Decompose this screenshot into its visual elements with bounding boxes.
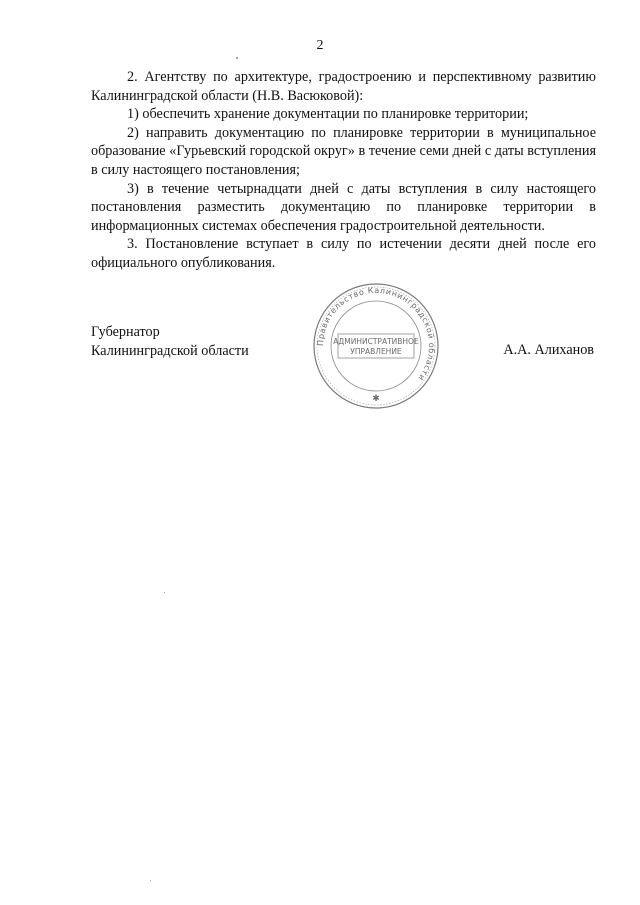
paragraph-effective: 3. Постановление вступает в силу по истечении десяти дней после его официального опубликования. (91, 236, 596, 271)
paragraph-item-3: 3) в течение четырнадцати дней с даты вступления в силу настоящего постановления разместить документацию по планировке территории в информационных системах обеспечения градостроительной деятельности. (91, 180, 596, 234)
page-number: 2 (316, 38, 324, 53)
position-line-1: Губернатор (91, 324, 160, 340)
scan-speck (150, 880, 151, 881)
signatory-name: А.А. Алиханов (503, 342, 594, 358)
paragraph-agency: 2. Агентству по архитектуре, градостроению и перспективному развитию Калининградской области (Н.В. Васюковой): (91, 69, 596, 104)
body-text (91, 68, 596, 273)
paragraph-item-1: 1) обеспечить хранение документации по планировке территории; (127, 106, 529, 123)
scan-speck (236, 57, 238, 59)
scan-speck (164, 592, 165, 593)
signatory-position (91, 323, 249, 360)
position-line-2: Калининградской области (91, 342, 249, 359)
paragraph-item-2: 2) направить документацию по планировке территории в муниципальное образование «Гурьевский городской округ» в течение семи дней с даты вступления в силу настоящего постановления; (91, 124, 596, 178)
seal-inner-text-1: АДМИНИСТРАТИВНОЕ (333, 337, 419, 346)
official-seal (310, 280, 442, 412)
seal-inner-text-2: УПРАВЛЕНИЕ (350, 347, 402, 356)
seal-outer-text: Правительство Калининградской области (315, 285, 437, 383)
seal-star-icon: ✱ (372, 394, 380, 404)
